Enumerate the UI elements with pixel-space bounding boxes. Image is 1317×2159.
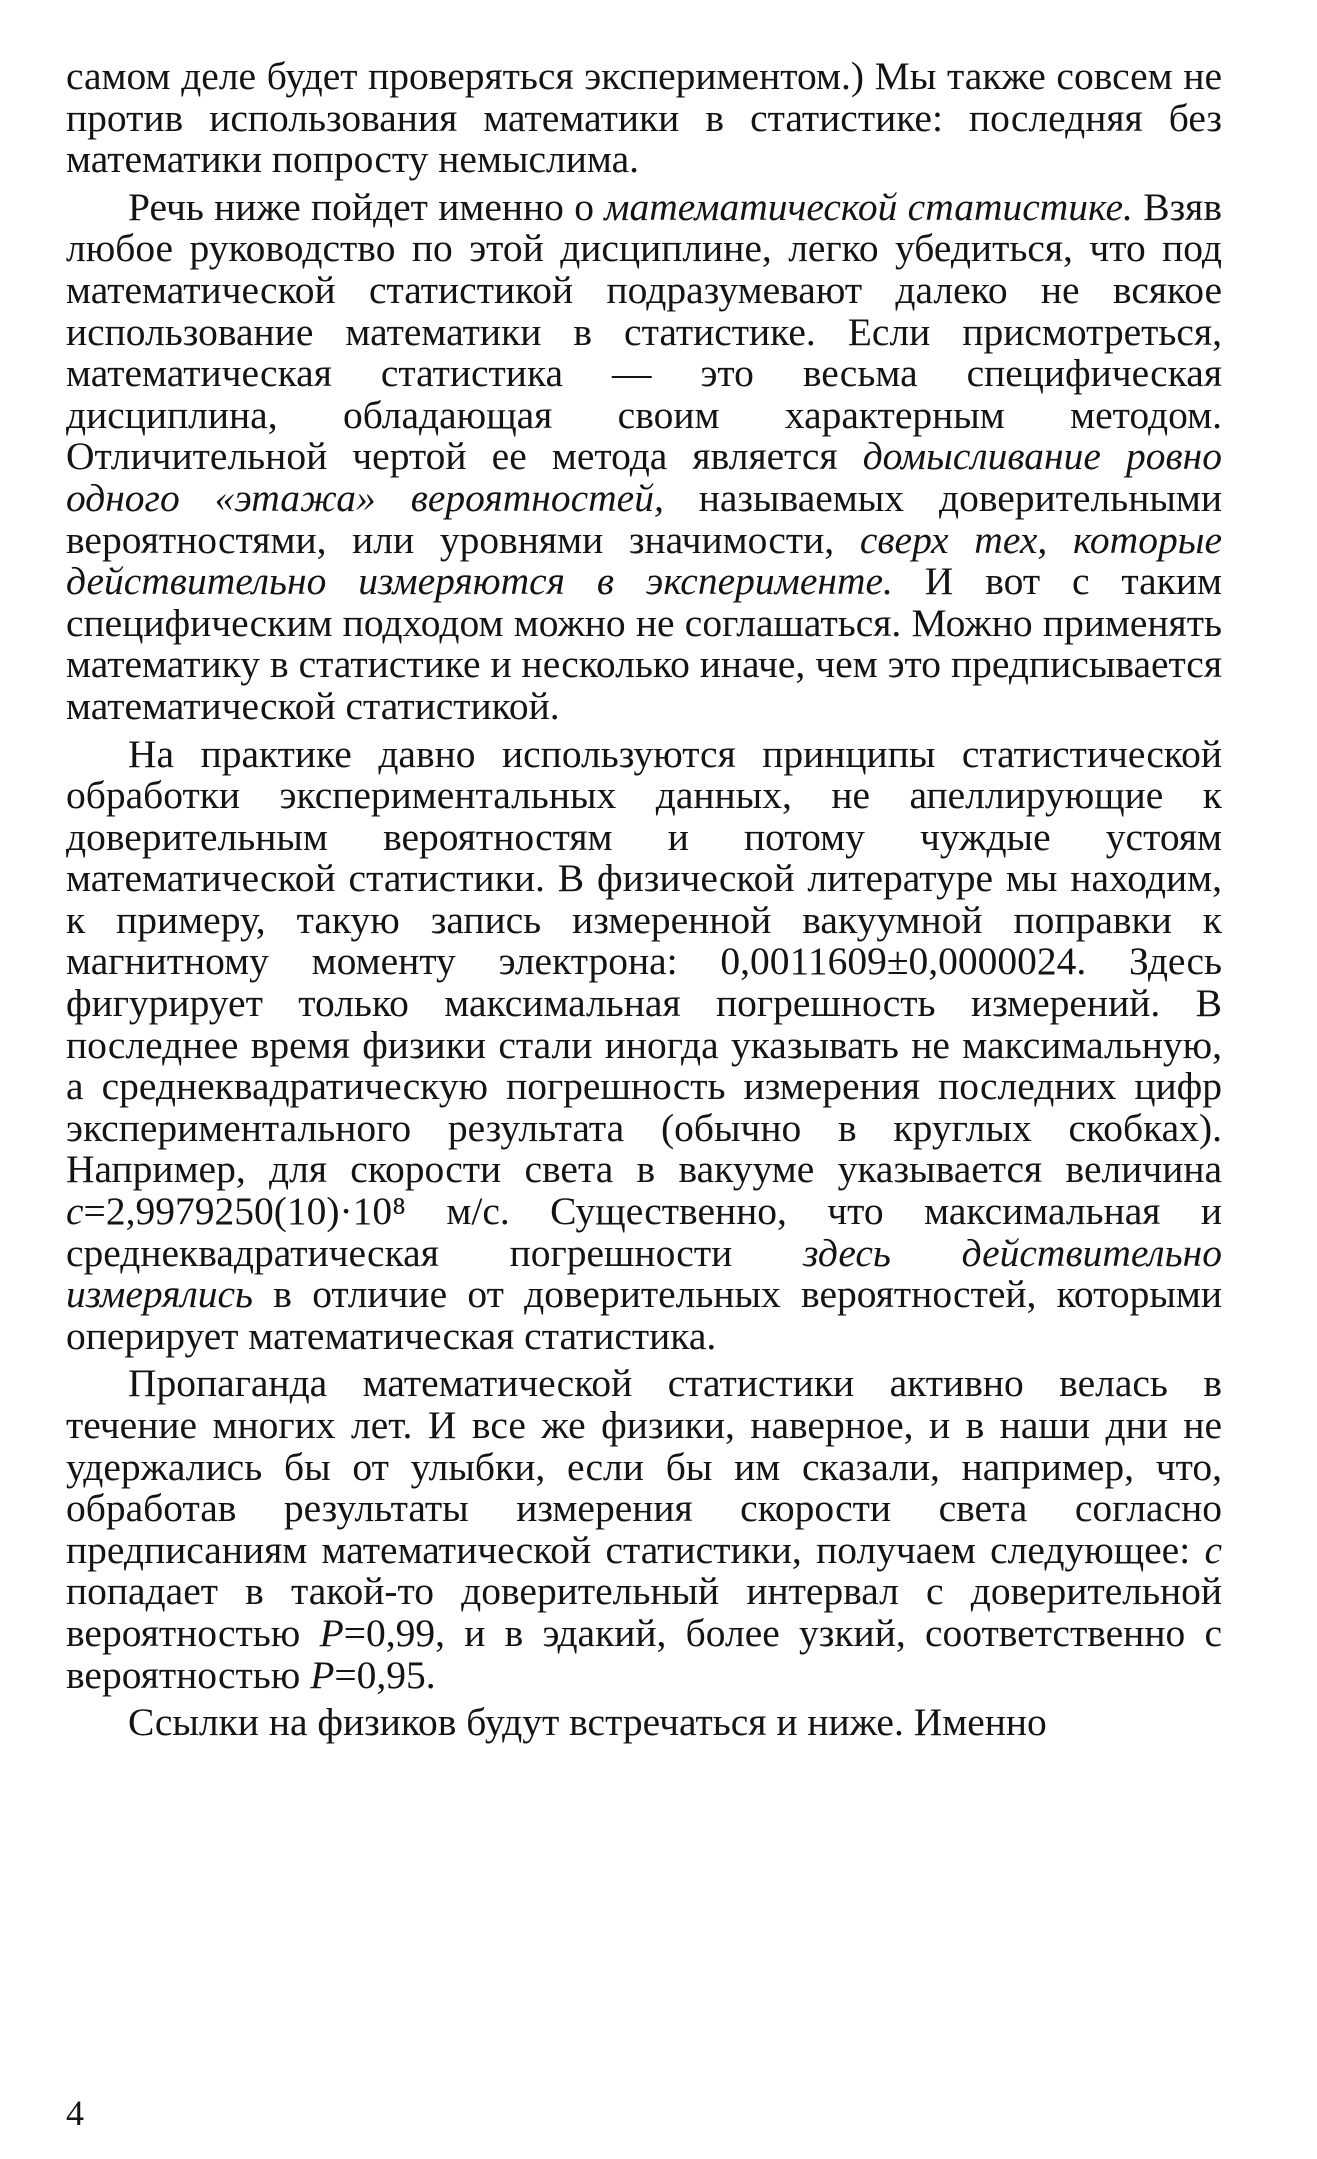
paragraph-5 bbox=[66, 1702, 1222, 1744]
text-segment: Ссылки на физиков будут встречаться и ниже. Именно bbox=[128, 1700, 1047, 1745]
italic-text-segment: P bbox=[310, 1652, 335, 1697]
text-segment: называемых доверительными вероятностями, или уровнями значимости, bbox=[66, 475, 1223, 562]
italic-text-segment: c bbox=[1204, 1527, 1222, 1572]
paragraph-4 bbox=[66, 1363, 1222, 1696]
italic-text-segment: P bbox=[319, 1610, 344, 1655]
text-segment: попадает в такой-то доверительный интервал с доверительной вероятностью bbox=[66, 1569, 1222, 1655]
page-number: 4 bbox=[66, 2093, 84, 2133]
italic-text-segment: c bbox=[66, 1189, 84, 1234]
text-segment: =0,99, и в эдакий, более узкий, соответственно с вероятностью bbox=[66, 1610, 1222, 1697]
text-segment: На практике давно используются принципы статистической обработки экспериментальных данных, не апеллирующие к доверительным вероятностям и потому чуждые устоям математической статистики. В физической литературе мы находим, к примеру, такую запись измеренной вакуумной поправки к магнитному моменту электрона: 0,0011609±0,0000024. Здесь фигурирует только максимальная погрешность измерений. В последнее время физики стали иногда указывать не максимальную, а среднеквадратическую погрешность измерения последних цифр экспериментального результата (обычно в круглых скобках). Например, для скорости света в вакууме указывается величина bbox=[66, 731, 1222, 1192]
paragraph-3 bbox=[66, 731, 1222, 1358]
italic-text-segment: сверх тех, которые действительно измеряются в эксперименте. bbox=[66, 517, 1222, 604]
text-segment: Речь ниже пойдет именно о bbox=[128, 184, 605, 229]
italic-text-segment: домысливание ровно одного «этажа» вероятностей, bbox=[66, 434, 1222, 520]
text-segment: =2,9979250(10)·10⁸ м/с. Существенно, что максимальная и среднеквадратическая погрешности bbox=[66, 1189, 1222, 1275]
text-segment: Взяв любое руководство по этой дисциплине, легко убедиться, что под математической статистикой подразумевают далеко не всякое использование математики в статистике. Если присмотреться, математическая статистика — это весьма специфическая дисциплина, обладающая своим характерным методом. Отличительной чертой ее метода является bbox=[66, 184, 1222, 479]
text-segment: И вот с таким специфическим подходом можно не соглашаться. Можно применять математику в статистике и несколько иначе, чем это предписывается математической статистикой. bbox=[66, 559, 1223, 728]
page-body bbox=[66, 56, 1222, 1744]
text-segment: в отличие от доверительных вероятностей, которыми оперирует математическая статистика. bbox=[66, 1272, 1222, 1358]
text-segment: Пропаганда математической статистики активно велась в течение многих лет. И все же физики, наверное, и в наши дни не удержались бы от улыбки, если бы им сказали, например, что, обработав результаты измерения скорости света согласно предписаниям математической статистики, получаем следующее: bbox=[66, 1361, 1222, 1572]
italic-text-segment: математической статистике. bbox=[604, 184, 1133, 229]
text-segment: самом деле будет проверяться экспериментом.) Мы также совсем не против использования математики в статистике: последняя без математики попросту немыслима. bbox=[66, 54, 1222, 182]
paragraph-2 bbox=[66, 184, 1223, 728]
paragraph-1 bbox=[66, 56, 1222, 181]
text-segment: =0,95. bbox=[334, 1652, 436, 1697]
italic-text-segment: здесь действительно измерялись bbox=[66, 1230, 1222, 1317]
